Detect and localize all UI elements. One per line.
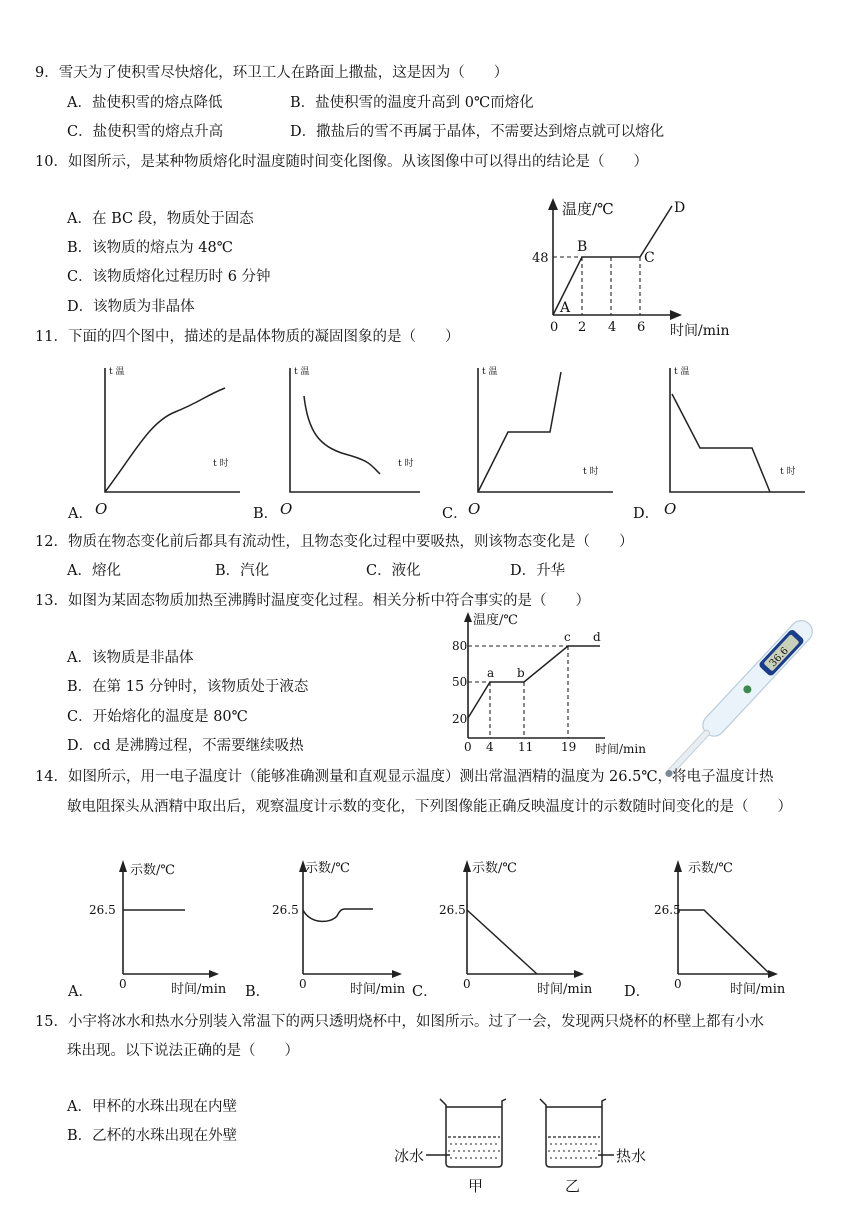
q14-d-ytick: 26.5: [654, 903, 681, 917]
q13-option-b[interactable]: B．在第 15 分钟时，该物质处于液态: [67, 679, 309, 695]
q13-stem: 13．如图为某固态物质加热至沸腾时温度变化过程。相关分析中符合事实的是（ ）: [35, 593, 590, 609]
q15-beakers-diagram: [390, 1095, 670, 1205]
q13-xtick-19: 19: [561, 740, 577, 754]
q14-a-ylabel: 示数/℃: [130, 863, 175, 878]
q9-option-c[interactable]: C．盐使积雪的熔点升高: [67, 124, 224, 140]
q14-b-origin: 0: [299, 977, 307, 991]
q9-option-d[interactable]: D．撒盐后的雪不再属于晶体，不需要达到熔点就可以熔化: [290, 124, 665, 140]
q13-option-d[interactable]: D．cd 是沸腾过程，不需要继续吸热: [67, 738, 304, 754]
beaker-jia: [440, 1099, 506, 1167]
q13-option-a[interactable]: A．该物质是非晶体: [67, 650, 194, 666]
q10-option-a[interactable]: A．在 BC 段，物质处于固态: [67, 211, 254, 227]
q14-option-a[interactable]: A．: [68, 984, 93, 1000]
q11-graph-d: [650, 362, 810, 522]
q14-graph-c: [437, 852, 607, 1002]
q14-graph-a: [85, 852, 245, 1002]
q15-option-b[interactable]: B．乙杯的水珠出现在外壁: [67, 1128, 238, 1144]
q10-melting-graph: [520, 190, 760, 340]
q13-heating-graph: [445, 606, 660, 756]
q10-ytick-48: 48: [532, 251, 549, 266]
q13-xlabel: 时间/min: [595, 742, 646, 756]
label-ice-water: 冰水: [394, 1147, 425, 1165]
q10-xtick-4: 4: [608, 320, 617, 335]
q11-c-ylabel: t 温: [482, 367, 498, 377]
q13-xtick-4: 4: [486, 740, 494, 754]
q13-point-d: d: [593, 630, 601, 644]
q9-option-b[interactable]: B．盐使积雪的温度升高到 0℃而熔化: [290, 95, 534, 111]
q10-point-b: B: [577, 239, 588, 255]
q11-graph-c: [458, 362, 618, 522]
q14-b-ylabel: 示数/℃: [305, 861, 350, 876]
q15-option-a[interactable]: A．甲杯的水珠出现在内壁: [67, 1099, 237, 1115]
q11-d-origin: O: [664, 500, 677, 518]
q13-ytick-50: 50: [452, 675, 468, 689]
q11-option-b[interactable]: B．: [253, 506, 279, 522]
q14-a-xlabel: 时间/min: [171, 982, 227, 997]
q10-option-b[interactable]: B．该物质的熔点为 48℃: [67, 240, 233, 256]
q14-a-origin: 0: [119, 977, 127, 991]
q14-graph-d: [648, 852, 818, 1002]
q14-d-xlabel: 时间/min: [730, 982, 786, 997]
beaker-yi: [540, 1099, 606, 1167]
q13-point-a: a: [487, 666, 495, 680]
q14-option-b[interactable]: B．: [245, 984, 271, 1000]
q11-graph-a: [85, 362, 245, 522]
q14-option-c[interactable]: C．: [412, 984, 438, 1000]
q13-point-c: c: [564, 630, 571, 644]
q11-option-d[interactable]: D．: [633, 506, 660, 522]
q10-ylabel: 温度/℃: [562, 200, 614, 218]
q9-option-a[interactable]: A．盐使积雪的熔点降低: [67, 95, 223, 111]
q13-xtick-0: 0: [464, 740, 472, 754]
q13-xtick-11: 11: [518, 740, 534, 754]
q15-stem-line1: 15．小宇将冰水和热水分别装入常温下的两只透明烧杯中，如图所示。过了一会，发现两只烧杯的杯壁上都有小水: [35, 1014, 764, 1030]
thermometer-icon: [672, 610, 832, 750]
q14-b-xlabel: 时间/min: [350, 982, 406, 997]
q14-stem-line2: 敏电阻探头从酒精中取出后，观察温度计示数的变化，下列图像能正确反映温度计的示数随时间变化的是（ ）: [67, 799, 792, 815]
q13-ytick-20: 20: [452, 712, 468, 726]
q10-point-c: C: [644, 250, 655, 266]
q14-a-ytick: 26.5: [89, 903, 116, 917]
q11-b-ylabel: t 温: [294, 367, 310, 377]
q12-option-a[interactable]: A．熔化: [67, 563, 121, 579]
q10-point-d: D: [674, 200, 686, 216]
q12-stem: 12．物质在物态变化前后都具有流动性，且物态变化过程中要吸热，则该物态变化是（ ）: [35, 534, 634, 550]
q12-option-b[interactable]: B．汽化: [215, 563, 270, 579]
q13-ylabel: 温度/℃: [473, 613, 518, 628]
thermometer-reading: 36.6: [767, 645, 791, 670]
q10-xtick-2: 2: [578, 320, 587, 335]
q11-c-xlabel: t 时: [583, 467, 599, 477]
q11-stem: 11．下面的四个图中，描述的是晶体物质的凝固图象的是（ ）: [35, 329, 460, 345]
q14-c-ytick: 26.5: [439, 903, 466, 917]
q9-stem: 9．雪天为了使积雪尽快熔化，环卫工人在路面上撒盐，这是因为（ ）: [35, 65, 509, 81]
q10-option-d[interactable]: D．该物质为非晶体: [67, 299, 195, 315]
q10-xtick-6: 6: [637, 320, 646, 335]
q14-c-origin: 0: [463, 977, 471, 991]
q11-a-origin: O: [95, 500, 108, 518]
q11-c-origin: O: [468, 500, 481, 518]
q14-option-d[interactable]: D．: [624, 984, 651, 1000]
q11-d-ylabel: t 温: [674, 367, 690, 377]
q11-a-xlabel: t 时: [213, 459, 229, 469]
q14-d-ylabel: 示数/℃: [688, 861, 733, 876]
q11-b-xlabel: t 时: [398, 459, 414, 469]
q14-c-xlabel: 时间/min: [537, 982, 593, 997]
q13-point-b: b: [517, 666, 525, 680]
q14-c-ylabel: 示数/℃: [472, 861, 517, 876]
q11-b-origin: O: [280, 500, 293, 518]
q10-xtick-0: 0: [550, 320, 559, 335]
q12-option-c[interactable]: C．液化: [366, 563, 421, 579]
label-cup-yi: 乙: [565, 1177, 581, 1195]
q11-d-xlabel: t 时: [780, 467, 796, 477]
label-hot-water: 热水: [616, 1147, 647, 1165]
q11-option-a[interactable]: A．: [68, 506, 93, 522]
q14-graph-b: [270, 852, 430, 1002]
q14-d-origin: 0: [674, 977, 682, 991]
q12-option-d[interactable]: D．升华: [510, 563, 566, 579]
q14-stem-line1: 14．如图所示，用一电子温度计（能够准确测量和直观显示温度）测出常温酒精的温度为 26.5℃，将电子温度计热: [35, 769, 774, 785]
q10-option-c[interactable]: C．该物质熔化过程历时 6 分钟: [67, 269, 271, 285]
q14-b-ytick: 26.5: [272, 903, 299, 917]
q11-a-ylabel: t 温: [109, 367, 125, 377]
q15-stem-line2: 珠出现。以下说法正确的是（ ）: [67, 1043, 299, 1059]
q13-option-c[interactable]: C．开始熔化的温度是 80℃: [67, 709, 248, 725]
q10-point-a: A: [560, 300, 571, 316]
q13-ytick-80: 80: [452, 639, 468, 653]
label-cup-jia: 甲: [468, 1177, 484, 1195]
q11-option-c[interactable]: C．: [442, 506, 468, 522]
q10-stem: 10．如图所示，是某种物质熔化时温度随时间变化图像。从该图像中可以得出的结论是（ ）: [35, 154, 648, 170]
q10-xlabel: 时间/min: [670, 323, 730, 339]
q11-graph-b: [270, 362, 430, 522]
